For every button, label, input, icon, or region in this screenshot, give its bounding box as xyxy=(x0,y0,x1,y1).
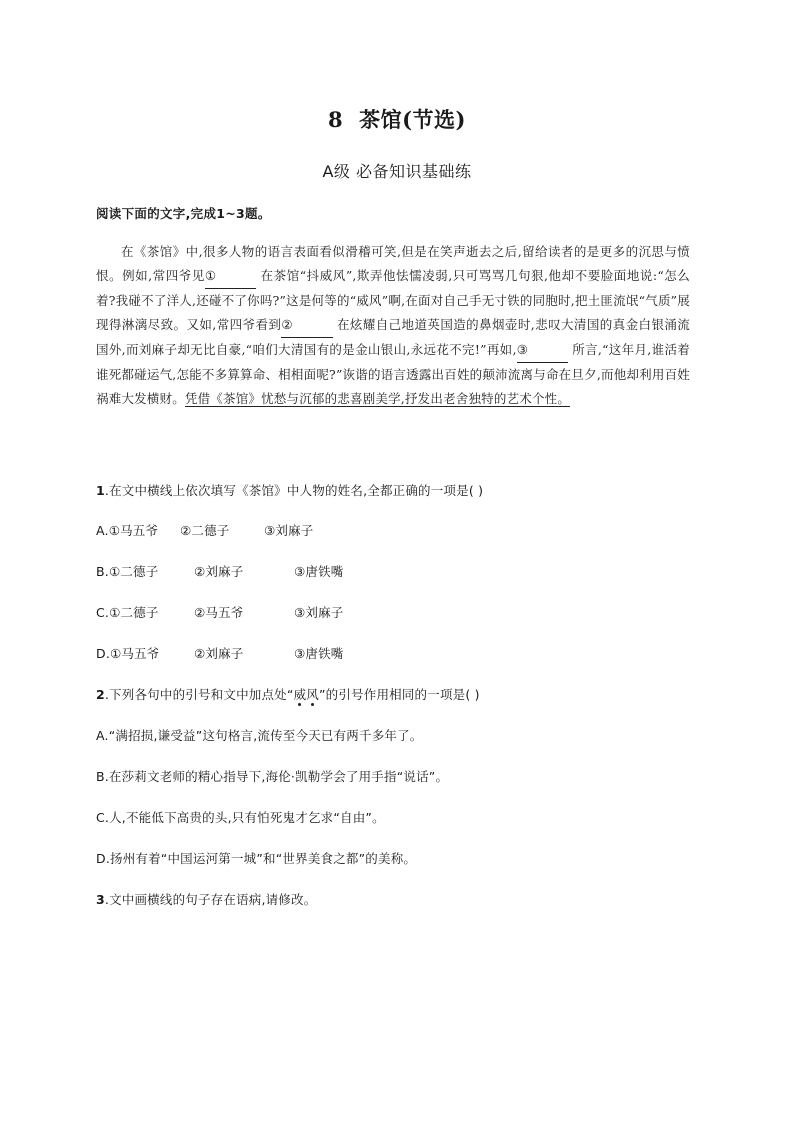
lesson-title xyxy=(0,104,794,134)
lesson-title-text: 茶馆(节选) xyxy=(359,107,466,132)
question-number: 2 xyxy=(96,687,105,702)
question-text: ”的引号作用相同的一项是( ) xyxy=(318,687,480,702)
blank-3: ③ xyxy=(517,338,568,363)
reading-instruction: 阅读下面的文字,完成1~3题。 xyxy=(96,206,271,221)
option-part: ③刘麻子 xyxy=(264,523,314,538)
reading-passage xyxy=(96,240,690,411)
level-label: A级 必备知识基础练 xyxy=(322,162,472,181)
option-part: ③唐铁嘴 xyxy=(294,564,344,579)
passage-segment: 在《茶馆》中,很多人物的语言表面看似滑稽可笑,但是在笑声逝去之后,留给读者的是更多的沉思与愤恨。例如,常四爷见 xyxy=(96,244,690,283)
option-part: C.①二德子 xyxy=(96,605,159,620)
question-number: 3 xyxy=(96,892,105,907)
passage-segment: 在炫耀自己地道英国造的鼻烟壶时,悲叹大清国的真金白银涌流国外,而刘麻子却无比自豪,“咱们大清国有的是金山银山,永远花不完!”再如, xyxy=(96,317,690,357)
passage-segment: 所言,“这年月,谁活着谁死都碰运气,怎能不多算算命、相相面呢?”诙谐的语言透露出百姓的颠沛流离与命在旦夕,而他却利用百姓祸难大发横财。 xyxy=(96,342,690,406)
question-1-option-c[interactable] xyxy=(96,603,344,621)
option-part: ②刘麻子 xyxy=(194,646,244,661)
option-part: ②马五爷 xyxy=(194,605,244,620)
question-1-option-d[interactable] xyxy=(96,644,344,662)
question-2-option-a[interactable]: A.“满招损,谦受益”这句格言,流传至今天已有两千多年了。 xyxy=(96,728,423,743)
question-text: .在文中横线上依次填写《茶馆》中人物的姓名,全都正确的一项是( ) xyxy=(104,483,484,498)
question-1 xyxy=(96,481,483,499)
question-1-option-b[interactable] xyxy=(96,562,344,580)
dotted-char: 风 xyxy=(306,687,319,702)
question-1-option-a[interactable] xyxy=(96,521,314,539)
question-number: 1 xyxy=(96,483,105,498)
option-part: ②刘麻子 xyxy=(194,564,244,579)
question-2-option-c[interactable]: C.人,不能低下高贵的头,只有怕死鬼才乞求“自由”。 xyxy=(96,810,385,825)
option-part: ③唐铁嘴 xyxy=(294,646,344,661)
question-2-option-b[interactable]: B.在莎莉文老师的精心指导下,海伦·凯勒学会了用手指“说话”。 xyxy=(96,769,449,784)
passage-segment: 在茶馆“抖威风”,欺弄他怯懦凌弱,只可骂骂几句狠,他却不要脸面地说:“怎么着?我碰不了洋人,还碰不了你吗?”这是何等的“威风”啊,在面对自己手无寸铁的同胞时,把土匪流氓“气质”展现得淋漓尽致。又如,常四爷看到 xyxy=(96,268,690,332)
blank-2: ② xyxy=(281,313,332,338)
question-text: .下列各句中的引号和文中加点处“ xyxy=(104,687,294,702)
option-part: A.①马五爷 xyxy=(96,523,159,538)
dotted-char: 威 xyxy=(293,687,307,702)
option-part: ②二德子 xyxy=(180,523,230,538)
question-2-option-d[interactable]: D.扬州有着“中国运河第一城”和“世界美食之都”的美称。 xyxy=(96,851,417,866)
question-text: .文中画横线的句子存在语病,请修改。 xyxy=(104,892,317,907)
option-part: D.①马五爷 xyxy=(96,646,160,661)
question-3 xyxy=(96,890,316,908)
lesson-number: 8 xyxy=(328,107,344,132)
question-2 xyxy=(96,685,480,703)
option-part: B.①二德子 xyxy=(96,564,159,579)
option-part: ③刘麻子 xyxy=(294,605,344,620)
underlined-sentence: 凭借《茶馆》忧愁与沉郁的悲喜剧美学,抒发出老舍独特的艺术个性。 xyxy=(184,391,571,406)
blank-1: ① xyxy=(205,264,256,289)
